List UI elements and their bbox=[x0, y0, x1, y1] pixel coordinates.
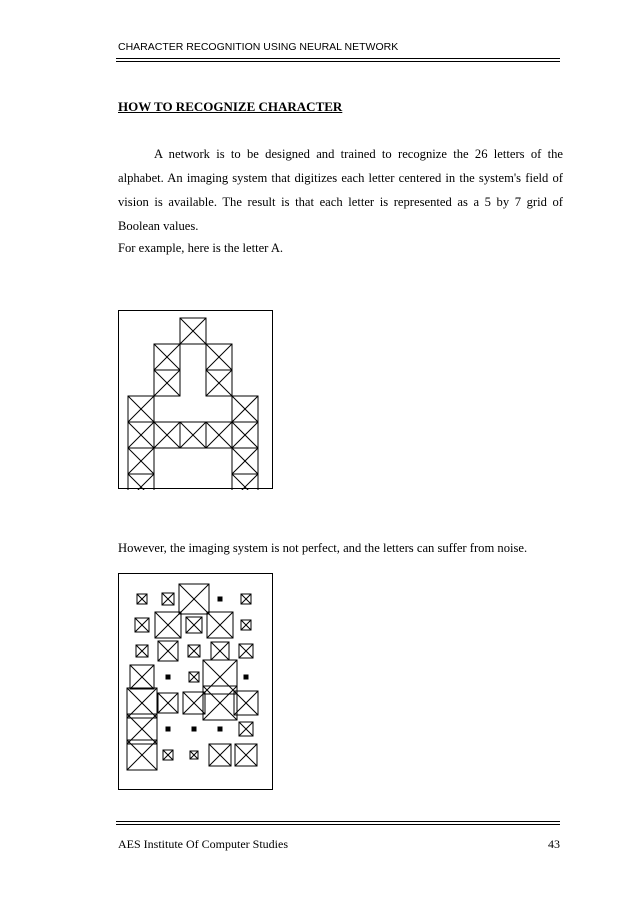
header-rule-thin bbox=[116, 61, 560, 62]
noisy-letter-a-figure bbox=[118, 573, 274, 791]
letter-a-grid-figure bbox=[118, 310, 274, 490]
section-heading: HOW TO RECOGNIZE CHARACTER bbox=[118, 99, 343, 114]
noise-dot bbox=[166, 675, 170, 679]
noise-dot bbox=[166, 727, 170, 731]
footer-institute: AES Institute Of Computer Studies bbox=[118, 837, 288, 851]
noise-dot bbox=[218, 727, 222, 731]
noise-dot bbox=[244, 675, 248, 679]
paragraph-intro-text: A network is to be designed and trained to recognize the 26 letters of the alphabet. An imaging system that digitizes each letter centered in the system's field of vision is available. The result is that each letter is represented as a 5 by 7 grid of Boolean values. bbox=[118, 147, 563, 233]
running-header: CHARACTER RECOGNITION USING NEURAL NETWORK bbox=[118, 41, 399, 53]
paragraph-example: For example, here is the letter A. bbox=[118, 241, 284, 255]
paragraph-noise: However, the imaging system is not perfect, and the letters can suffer from noise. bbox=[118, 541, 528, 555]
paragraph-intro bbox=[118, 142, 563, 238]
noise-dot bbox=[192, 727, 196, 731]
letter-cell-diag bbox=[128, 474, 154, 490]
footer-rule-thin bbox=[116, 821, 560, 822]
letter-cell-diag bbox=[232, 474, 258, 490]
page-number: 43 bbox=[548, 837, 560, 851]
noise-dot bbox=[218, 597, 222, 601]
header-rule bbox=[116, 58, 560, 59]
footer-rule bbox=[116, 824, 560, 825]
